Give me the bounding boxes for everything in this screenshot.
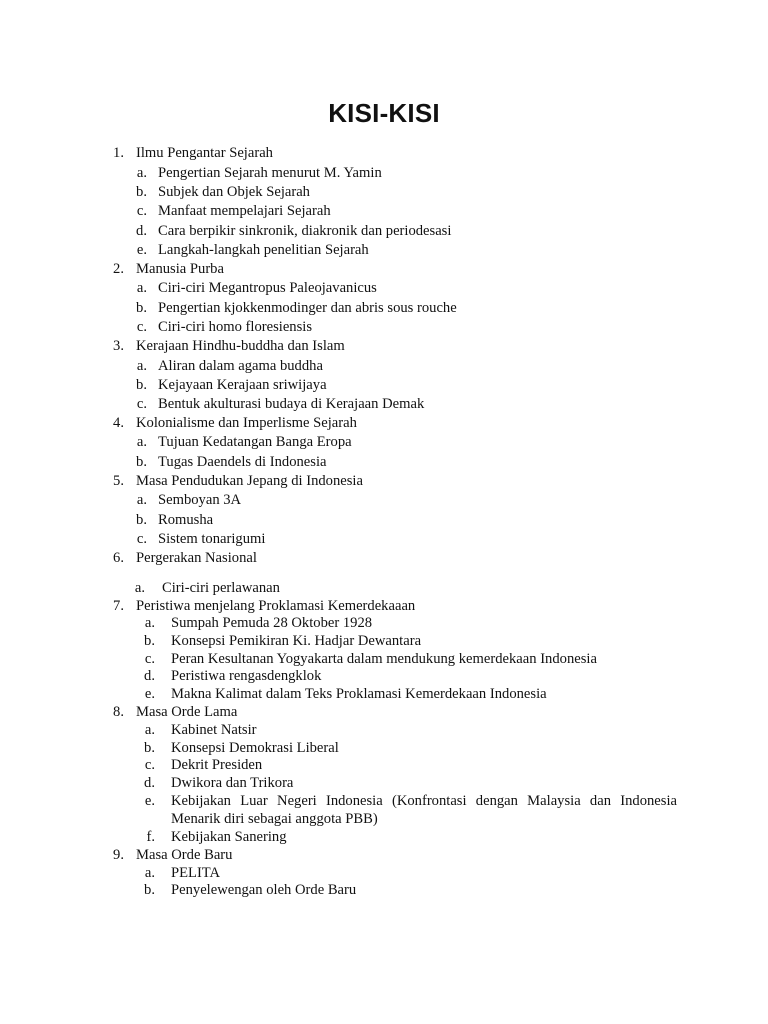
item-number: 3. [113,338,124,354]
sub-item-letter: c. [144,757,155,773]
sub-item-text: PELITA [171,865,221,881]
item-number: 7. [113,598,124,614]
sub-item-letter: c. [136,203,147,219]
sub-item-text: Tujuan Kedatangan Banga Eropa [158,434,352,450]
sub-item-text: Aliran dalam agama buddha [158,358,323,374]
item-text: Masa Pendudukan Jepang di Indonesia [136,473,363,489]
sub-item-letter: a. [144,865,155,881]
sub-item-letter: e. [136,242,147,258]
sub-item-letter: d. [144,668,155,684]
item-text: Kerajaan Hindhu-buddha dan Islam [136,338,345,354]
sub-item-letter: c. [144,651,155,667]
sub-item-text: Cara berpikir sinkronik, diakronik dan periodesasi [158,223,452,239]
sub-item-text: Peristiwa rengasdengklok [171,668,322,684]
sub-item-text: Bentuk akulturasi budaya di Kerajaan Demak [158,396,425,412]
sub-item-letter: b. [144,633,155,649]
sub-item-letter: a. [136,434,147,450]
sub-item-letter: a. [136,358,147,374]
sub-item-letter: a. [136,165,147,181]
sub-item-letter: b. [136,184,147,200]
sub-item-text: Ciri-ciri Megantropus Paleojavanicus [158,280,377,296]
sub-item-text: Penyelewengan oleh Orde Baru [171,882,357,898]
sub-item-text: Kejayaan Kerajaan sriwijaya [158,377,327,393]
sub-item-letter: a. [136,280,147,296]
sub-item-text: Dwikora dan Trikora [171,775,294,791]
sub-item-letter: b. [144,740,155,756]
sub-item-text: Konsepsi Demokrasi Liberal [171,740,339,756]
sub-item-text: Kebijakan Luar Negeri Indonesia (Konfrontasi dengan Malaysia dan Indonesia Menarik diri sebagai anggota PBB) [171,793,677,827]
sub-item-text: Ciri-ciri homo floresiensis [158,319,313,335]
sub-item-text: Makna Kalimat dalam Teks Proklamasi Kemerdekaan Indonesia [171,686,547,702]
sub-item-letter: b. [144,882,155,898]
sub-item-text: Subjek dan Objek Sejarah [158,184,310,200]
sub-item-letter: a. [136,492,147,508]
item-text: Pergerakan Nasional [136,550,257,566]
sub-item-letter: a. [144,722,155,738]
sub-item-text: Dekrit Presiden [171,757,263,773]
sub-item-text: Semboyan 3A [158,492,242,508]
sub-item-text: Ciri-ciri perlawanan [162,580,280,596]
sub-item-letter: c. [136,396,147,412]
sub-item-letter: a. [134,580,145,596]
item-number: 4. [113,415,124,431]
sub-item-text: Sumpah Pemuda 28 Oktober 1928 [171,615,373,631]
item-text: Masa Orde Lama [136,704,238,720]
sub-item-text: Kabinet Natsir [171,722,257,738]
sub-item-text: Romusha [158,512,214,528]
sub-item-text: Pengertian kjokkenmodinger dan abris sous rouche [158,300,457,316]
sub-item-text: Pengertian Sejarah menurut M. Yamin [158,165,382,181]
item-text: Manusia Purba [136,261,224,277]
document-title: KISI-KISI [328,98,440,128]
item-number: 5. [113,473,124,489]
item-number: 1. [113,145,124,161]
sub-item-letter: b. [136,377,147,393]
sub-item-text: Tugas Daendels di Indonesia [158,454,327,470]
sub-item-text: Konsepsi Pemikiran Ki. Hadjar Dewantara [171,633,422,649]
sub-item-text: Langkah-langkah penelitian Sejarah [158,242,369,258]
sub-item-text: Kebijakan Sanering [171,829,287,845]
sub-item-letter: c. [136,319,147,335]
item-number: 9. [113,847,124,863]
sub-item-text: Sistem tonarigumi [158,531,266,547]
item-number: 6. [113,550,124,566]
item-text: Peristiwa menjelang Proklamasi Kemerdekaaan [136,598,416,614]
sub-item-letter: d. [136,223,147,239]
sub-item-text: Peran Kesultanan Yogyakarta dalam mendukung kemerdekaan Indonesia [171,651,597,667]
item-number: 2. [113,261,124,277]
item-text: Masa Orde Baru [136,847,233,863]
sub-item-letter: f. [146,829,155,845]
sub-item-letter: c. [136,531,147,547]
item-text: Kolonialisme dan Imperlisme Sejarah [136,415,357,431]
sub-item-letter: a. [144,615,155,631]
sub-item-letter: d. [144,775,155,791]
sub-item-letter: e. [144,686,155,702]
sub-item-letter: b. [136,300,147,316]
item-number: 8. [113,704,124,720]
sub-item-letter: e. [144,793,155,809]
sub-item-text: Manfaat mempelajari Sejarah [158,203,331,219]
sub-item-letter: b. [136,512,147,528]
item-text: Ilmu Pengantar Sejarah [136,145,273,161]
sub-item-letter: b. [136,454,147,470]
